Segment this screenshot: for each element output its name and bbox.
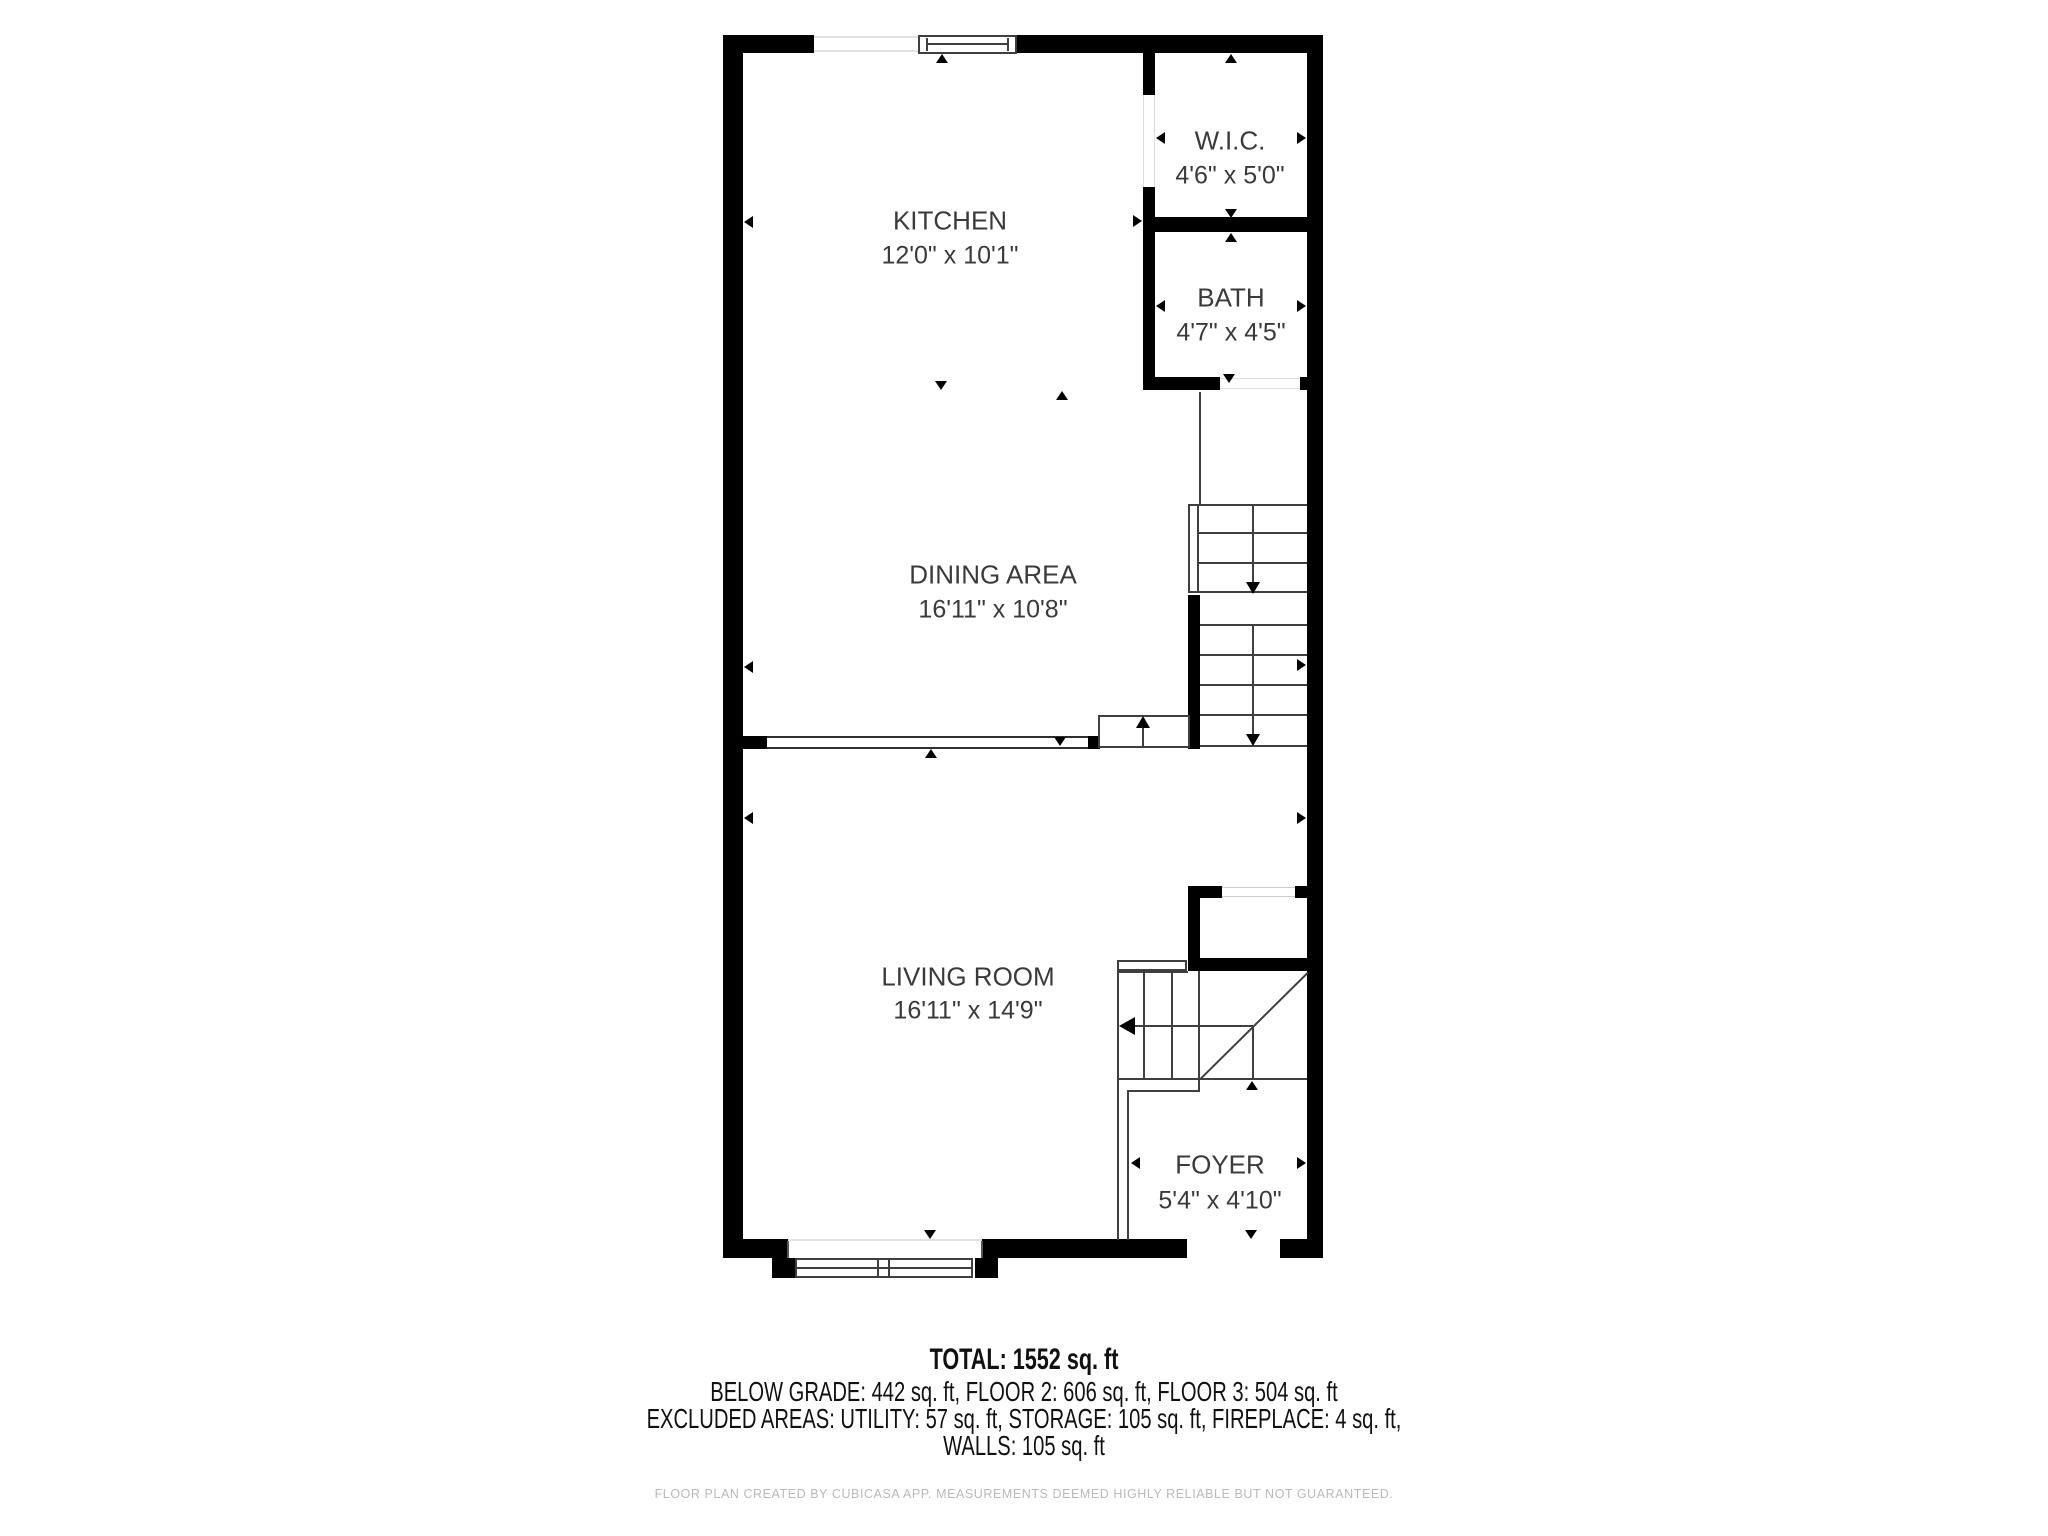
wall-wic-bath-divider	[1143, 217, 1307, 232]
dim-arrow-left-icon	[744, 216, 753, 228]
dim-arrow-left-icon	[1156, 300, 1165, 312]
dim-arrow-down-icon	[1223, 374, 1235, 383]
stair-left-edge	[1188, 504, 1190, 593]
dim-arrow-up-icon	[1225, 54, 1237, 63]
wall-opening	[814, 36, 918, 52]
wall-bath-bottom-stub	[1300, 377, 1307, 390]
wall-bath-left	[1143, 232, 1155, 390]
step-arrow-stem	[1142, 728, 1144, 746]
dim-arrow-right-icon	[1133, 215, 1142, 227]
wall-bottom-left	[723, 1239, 788, 1258]
dim-arrow-down-icon	[1054, 737, 1066, 746]
dim-arrow-left-icon	[744, 661, 753, 673]
room-dims-kitchen: 12'0" x 10'1"	[881, 241, 1019, 270]
wall-wic-left-upper	[1143, 53, 1155, 95]
dim-arrow-up-icon	[1246, 1081, 1258, 1090]
stair-up-arrow-icon	[1136, 716, 1150, 728]
walls-area-text: WALLS: 105 sq. ft	[943, 1430, 1105, 1461]
room-dims-dining: 16'11" x 10'8"	[918, 595, 1068, 624]
stair-down-arrow-icon	[1246, 734, 1260, 746]
total-area-text: TOTAL: 1552 sq. ft	[929, 1343, 1119, 1376]
closet-opening	[1222, 887, 1295, 897]
stair-down-arrow-icon	[1246, 582, 1260, 594]
dim-arrow-left-icon	[744, 812, 753, 824]
stair-run-line	[1252, 506, 1254, 582]
foyer-jog-line	[1198, 1080, 1200, 1092]
bay-inner-edge	[788, 1239, 982, 1241]
room-dims-living: 16'11" x 14'9"	[893, 996, 1043, 1025]
stair-stringer-line	[1197, 504, 1199, 593]
wall-bottom-right	[1280, 1239, 1323, 1258]
wall-closet-bottom	[1188, 958, 1307, 971]
dim-arrow-right-icon	[1297, 132, 1306, 144]
room-label-living: LIVING ROOM	[881, 961, 1055, 992]
dim-arrow-up-icon	[936, 54, 948, 63]
window-mid-line	[928, 43, 1007, 45]
wall-bottom-middle	[982, 1239, 1187, 1258]
winder-direction-line	[1133, 1025, 1253, 1027]
area-summary	[287, 1342, 1762, 1459]
dim-arrow-up-icon	[925, 749, 937, 758]
bay-window-mid-line	[797, 1267, 971, 1269]
wall-closet-top-stub	[1295, 886, 1307, 898]
dim-arrow-down-icon	[935, 381, 947, 390]
floor-areas-text: BELOW GRADE: 442 sq. ft, FLOOR 2: 606 sq. ft, FLOOR 3: 504 sq. ft	[710, 1376, 1338, 1407]
winder-top-edge	[1117, 971, 1188, 973]
dim-arrow-down-icon	[1245, 1230, 1257, 1239]
room-divider-band	[767, 736, 1088, 749]
excluded-areas-text: EXCLUDED AREAS: UTILITY: 57 sq. ft, STORAGE: 105 sq. ft, FIREPLACE: 4 sq. ft,	[646, 1403, 1402, 1434]
room-label-foyer: FOYER	[1175, 1149, 1265, 1180]
dim-arrow-left-icon	[1156, 132, 1165, 144]
dim-arrow-right-icon	[1297, 659, 1306, 671]
dim-arrow-right-icon	[1297, 1157, 1306, 1169]
winder-riser-line	[1252, 1026, 1254, 1080]
stair-run-line	[1252, 626, 1254, 734]
dim-arrow-right-icon	[1297, 812, 1306, 824]
wall-divider-stub-left	[743, 736, 767, 749]
room-dims-foyer: 5'4" x 4'10"	[1158, 1186, 1282, 1215]
stair-rail-line	[1199, 392, 1201, 504]
wall-wic-left-lower	[1143, 187, 1155, 217]
bay-cap-left	[772, 1258, 795, 1278]
room-label-dining: DINING AREA	[909, 559, 1077, 590]
dim-arrow-down-icon	[924, 1230, 936, 1239]
foyer-outer-line	[1117, 1080, 1119, 1240]
dim-arrow-up-icon	[1056, 391, 1068, 400]
disclaimer-text: FLOOR PLAN CREATED BY CUBICASA APP. MEASUREMENTS DEEMED HIGHLY RELIABLE BUT NOT GUARANTEED.	[654, 1486, 1394, 1501]
room-dims-bath: 4'7" x 4'5"	[1176, 318, 1286, 347]
bay-cap-right	[975, 1258, 998, 1278]
wic-door-opening	[1143, 95, 1155, 187]
winder-bottom-edge	[1117, 1078, 1307, 1080]
entry-door-opening	[1187, 1240, 1280, 1257]
room-label-kitchen: KITCHEN	[892, 205, 1008, 236]
wall-top-right	[1017, 35, 1323, 53]
wall-bath-bottom	[1143, 377, 1220, 390]
dim-arrow-down-icon	[1225, 209, 1237, 218]
dim-arrow-right-icon	[1297, 300, 1306, 312]
foyer-top-line	[1127, 1090, 1200, 1092]
room-dims-wic: 4'6" x 5'0"	[1175, 161, 1285, 190]
bay-window-mullion	[877, 1260, 879, 1276]
stair-direction-arrow-icon	[1119, 1017, 1135, 1035]
wall-left	[723, 35, 743, 1258]
room-label-wic: W.I.C.	[1194, 125, 1266, 156]
stair-top-strip	[1117, 960, 1187, 971]
stair-top-edge	[1188, 504, 1307, 506]
wall-right	[1307, 35, 1323, 1258]
window-post	[1007, 38, 1009, 51]
dim-arrow-left-icon	[1131, 1157, 1140, 1169]
dim-arrow-up-icon	[1225, 233, 1237, 242]
room-label-bath: BATH	[1197, 282, 1265, 313]
foyer-left-wall-line	[1127, 1090, 1129, 1240]
bay-window-mullion	[888, 1260, 890, 1276]
